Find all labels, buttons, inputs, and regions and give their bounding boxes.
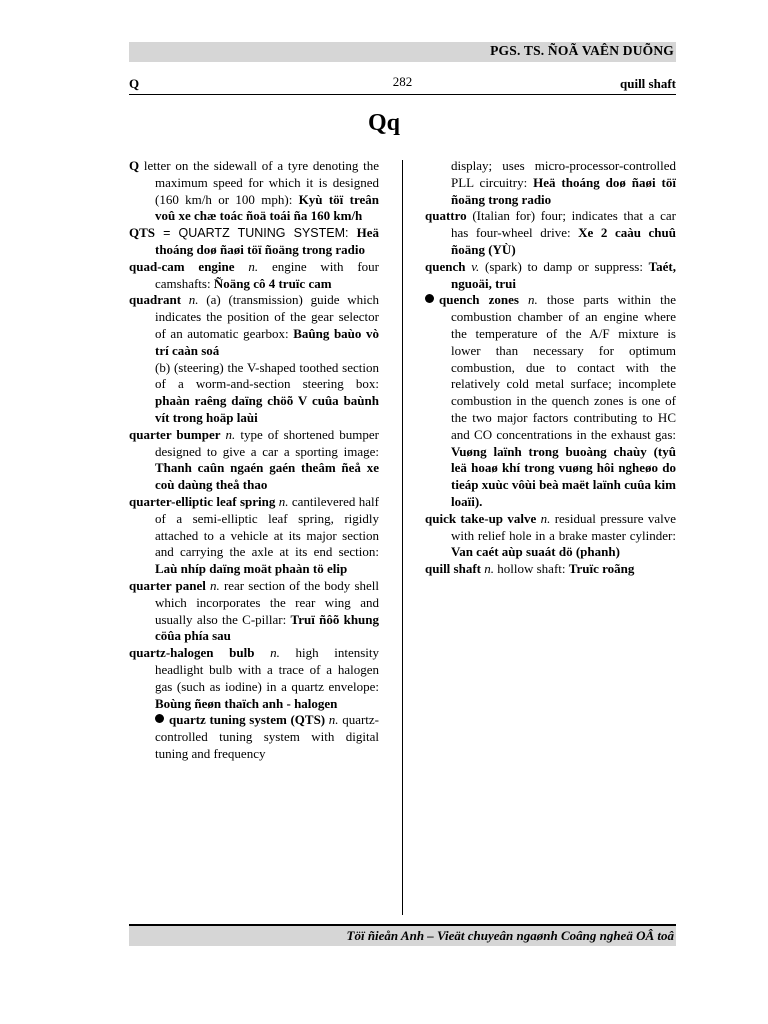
part-of-speech: n. xyxy=(234,258,272,274)
headword: quad-cam engine xyxy=(129,258,235,274)
translation: Truïc roãng xyxy=(568,561,635,577)
left-column xyxy=(129,158,379,763)
dictionary-entry xyxy=(129,712,379,762)
part-of-speech: v. xyxy=(465,258,485,274)
dictionary-entry xyxy=(425,561,676,578)
part-of-speech: n. xyxy=(325,712,343,728)
definition: (Italian for) four; indicates that a car has four-wheel drive: xyxy=(451,208,676,241)
headword: quick take-up valve xyxy=(425,510,537,526)
translation: Xe 2 caàu chuû ñoäng (YÙ) xyxy=(451,225,677,257)
part-of-speech: n. xyxy=(536,510,555,526)
headword: Q xyxy=(129,158,140,173)
author-name: PGS. TS. ÑOÃ VAÊN DUÕNG xyxy=(490,43,674,58)
headword: quill shaft xyxy=(425,561,481,577)
definition: (spark) to damp or suppress: xyxy=(484,258,649,274)
headword: quench xyxy=(425,258,466,274)
dictionary-entry xyxy=(129,494,379,578)
dictionary-entry xyxy=(425,259,676,293)
definition: display; uses micro-processor-controlled PLL circuitry: xyxy=(451,158,676,190)
definition: cantilevered half of a semi-elliptic leaf spring, rigidly attached to a vehicle at its major section and carrying the axle at its end section: xyxy=(155,493,379,560)
dictionary-entry xyxy=(129,427,379,494)
part-of-speech: n. xyxy=(181,292,207,308)
headword: quartz tuning system (QTS) xyxy=(169,712,326,728)
definition: letter on the sidewall of a tyre denoting the maximum speed for which it is designed (160 km/h or 100 mph): xyxy=(139,158,379,207)
right-column xyxy=(425,158,676,578)
part-of-speech: n. xyxy=(205,577,224,593)
translation: Heä thoáng doø ñaøi töï ñoäng trong radio xyxy=(155,225,379,257)
dictionary-entry xyxy=(425,292,676,510)
translation: Taét, nguoäi, trui xyxy=(451,258,676,291)
definition: those parts within the combustion chamber of an engine where the temperature of the A/F mixture is lower than necessary for optimum combustion, due to contact with the relatively cold metal surface; incomplete combustion in the quench zones is one of the two major factors contributing to HC and CO concentrations in the exhaust gas: xyxy=(451,292,677,442)
definition: type of shortened bumper designed to give a car a sporting image: xyxy=(155,426,379,459)
headword: quartz-halogen bulb xyxy=(129,645,255,661)
page-number: 282 xyxy=(392,74,413,89)
headword: quarter bumper xyxy=(129,426,221,442)
part-of-speech: n. xyxy=(254,645,296,661)
translation: Laù nhíp daïng moät phaàn tö elip xyxy=(155,561,348,577)
guide-word-right: quill shaft xyxy=(620,76,676,91)
dictionary-entry xyxy=(129,578,379,645)
part-of-speech: n. xyxy=(481,561,498,577)
dictionary-entry xyxy=(425,511,676,561)
headword: quench zones xyxy=(439,292,519,308)
dictionary-entry xyxy=(129,158,379,225)
dictionary-entry xyxy=(129,645,379,712)
definition: engine with four camshafts: xyxy=(155,258,380,291)
part-of-speech: n. xyxy=(518,292,547,308)
bullet-icon xyxy=(155,714,164,723)
definition: hollow shaft: xyxy=(497,561,569,577)
definition: quartz- controlled tuning system with digital tuning and frequency xyxy=(155,712,380,761)
translation: phaàn raêng daïng chöõ V cuûa baùnh vít trong hoäp laùi xyxy=(155,393,379,425)
guide-word-left: Q xyxy=(129,76,140,91)
bullet-icon xyxy=(425,294,434,303)
definition: (a) (transmission) guide which indicates the position of the gear selector of an automatic gearbox: xyxy=(155,292,379,341)
footer-bar xyxy=(129,924,676,946)
dictionary-entry xyxy=(129,292,379,359)
column-divider xyxy=(402,160,403,915)
headword: quattro xyxy=(425,208,467,224)
translation: Thanh caûn ngaén gaén theâm ñeå xe coù daùng theå thao xyxy=(155,460,379,493)
dictionary-entry-sense xyxy=(129,360,379,427)
translation: Truï ñôõ khung cöûa phía sau xyxy=(155,611,380,644)
dictionary-entry xyxy=(129,225,379,259)
part-of-speech: n. xyxy=(220,426,241,442)
headword: QTS xyxy=(129,225,156,241)
dictionary-entry xyxy=(129,259,379,293)
translation: Vuøng laïnh trong buoàng chaùy (tyû leä hoaø khí trong vuøng hôi ngheøo do tieáp xuùc vôùi beà maët laïnh cuûa kim loaïi). xyxy=(451,443,676,509)
definition: high intensity headlight bulb with a trace of a halogen gas (such as iodine) in a quartz envelope: xyxy=(155,645,380,694)
section-letter: Qq xyxy=(367,110,400,136)
footer-title: Töï ñieån Anh – Vieät chuyeân ngaønh Coâng ngheä OÂ toâ xyxy=(346,928,674,943)
translation: Baûng baùo vò trí caàn soá xyxy=(155,325,379,358)
running-header xyxy=(129,76,676,95)
definition: = QUARTZ TUNING SYSTEM: xyxy=(155,226,357,241)
dictionary-entry xyxy=(425,208,676,258)
part-of-speech: n. xyxy=(275,493,292,509)
definition: residual pressure valve with relief hole in a brake master cylinder: xyxy=(451,510,677,543)
translation: Kyù töï treân voû xe chæ toác ñoä toái ña 160 km/h xyxy=(155,191,379,224)
dictionary-entry-continuation xyxy=(425,158,676,208)
translation: Van caét aùp suaát dö (phanh) xyxy=(451,544,620,560)
translation: Ñoäng cô 4 truïc cam xyxy=(213,275,332,291)
headword: quarter panel xyxy=(129,577,206,593)
headword: quarter-elliptic leaf spring xyxy=(129,493,276,509)
definition: (b) (steering) the V-shaped toothed section of a worm-and-section steering box: xyxy=(155,359,379,392)
translation: Boùng ñeøn thaïch anh - halogen xyxy=(155,695,338,711)
headword: quadrant xyxy=(129,292,182,308)
author-header-bar xyxy=(129,42,676,62)
definition: rear section of the body shell which incorporates the rear wing and usually also the C-pillar: xyxy=(155,577,379,627)
translation: Heä thoáng doø ñaøi töï ñoäng trong radio xyxy=(451,174,676,207)
